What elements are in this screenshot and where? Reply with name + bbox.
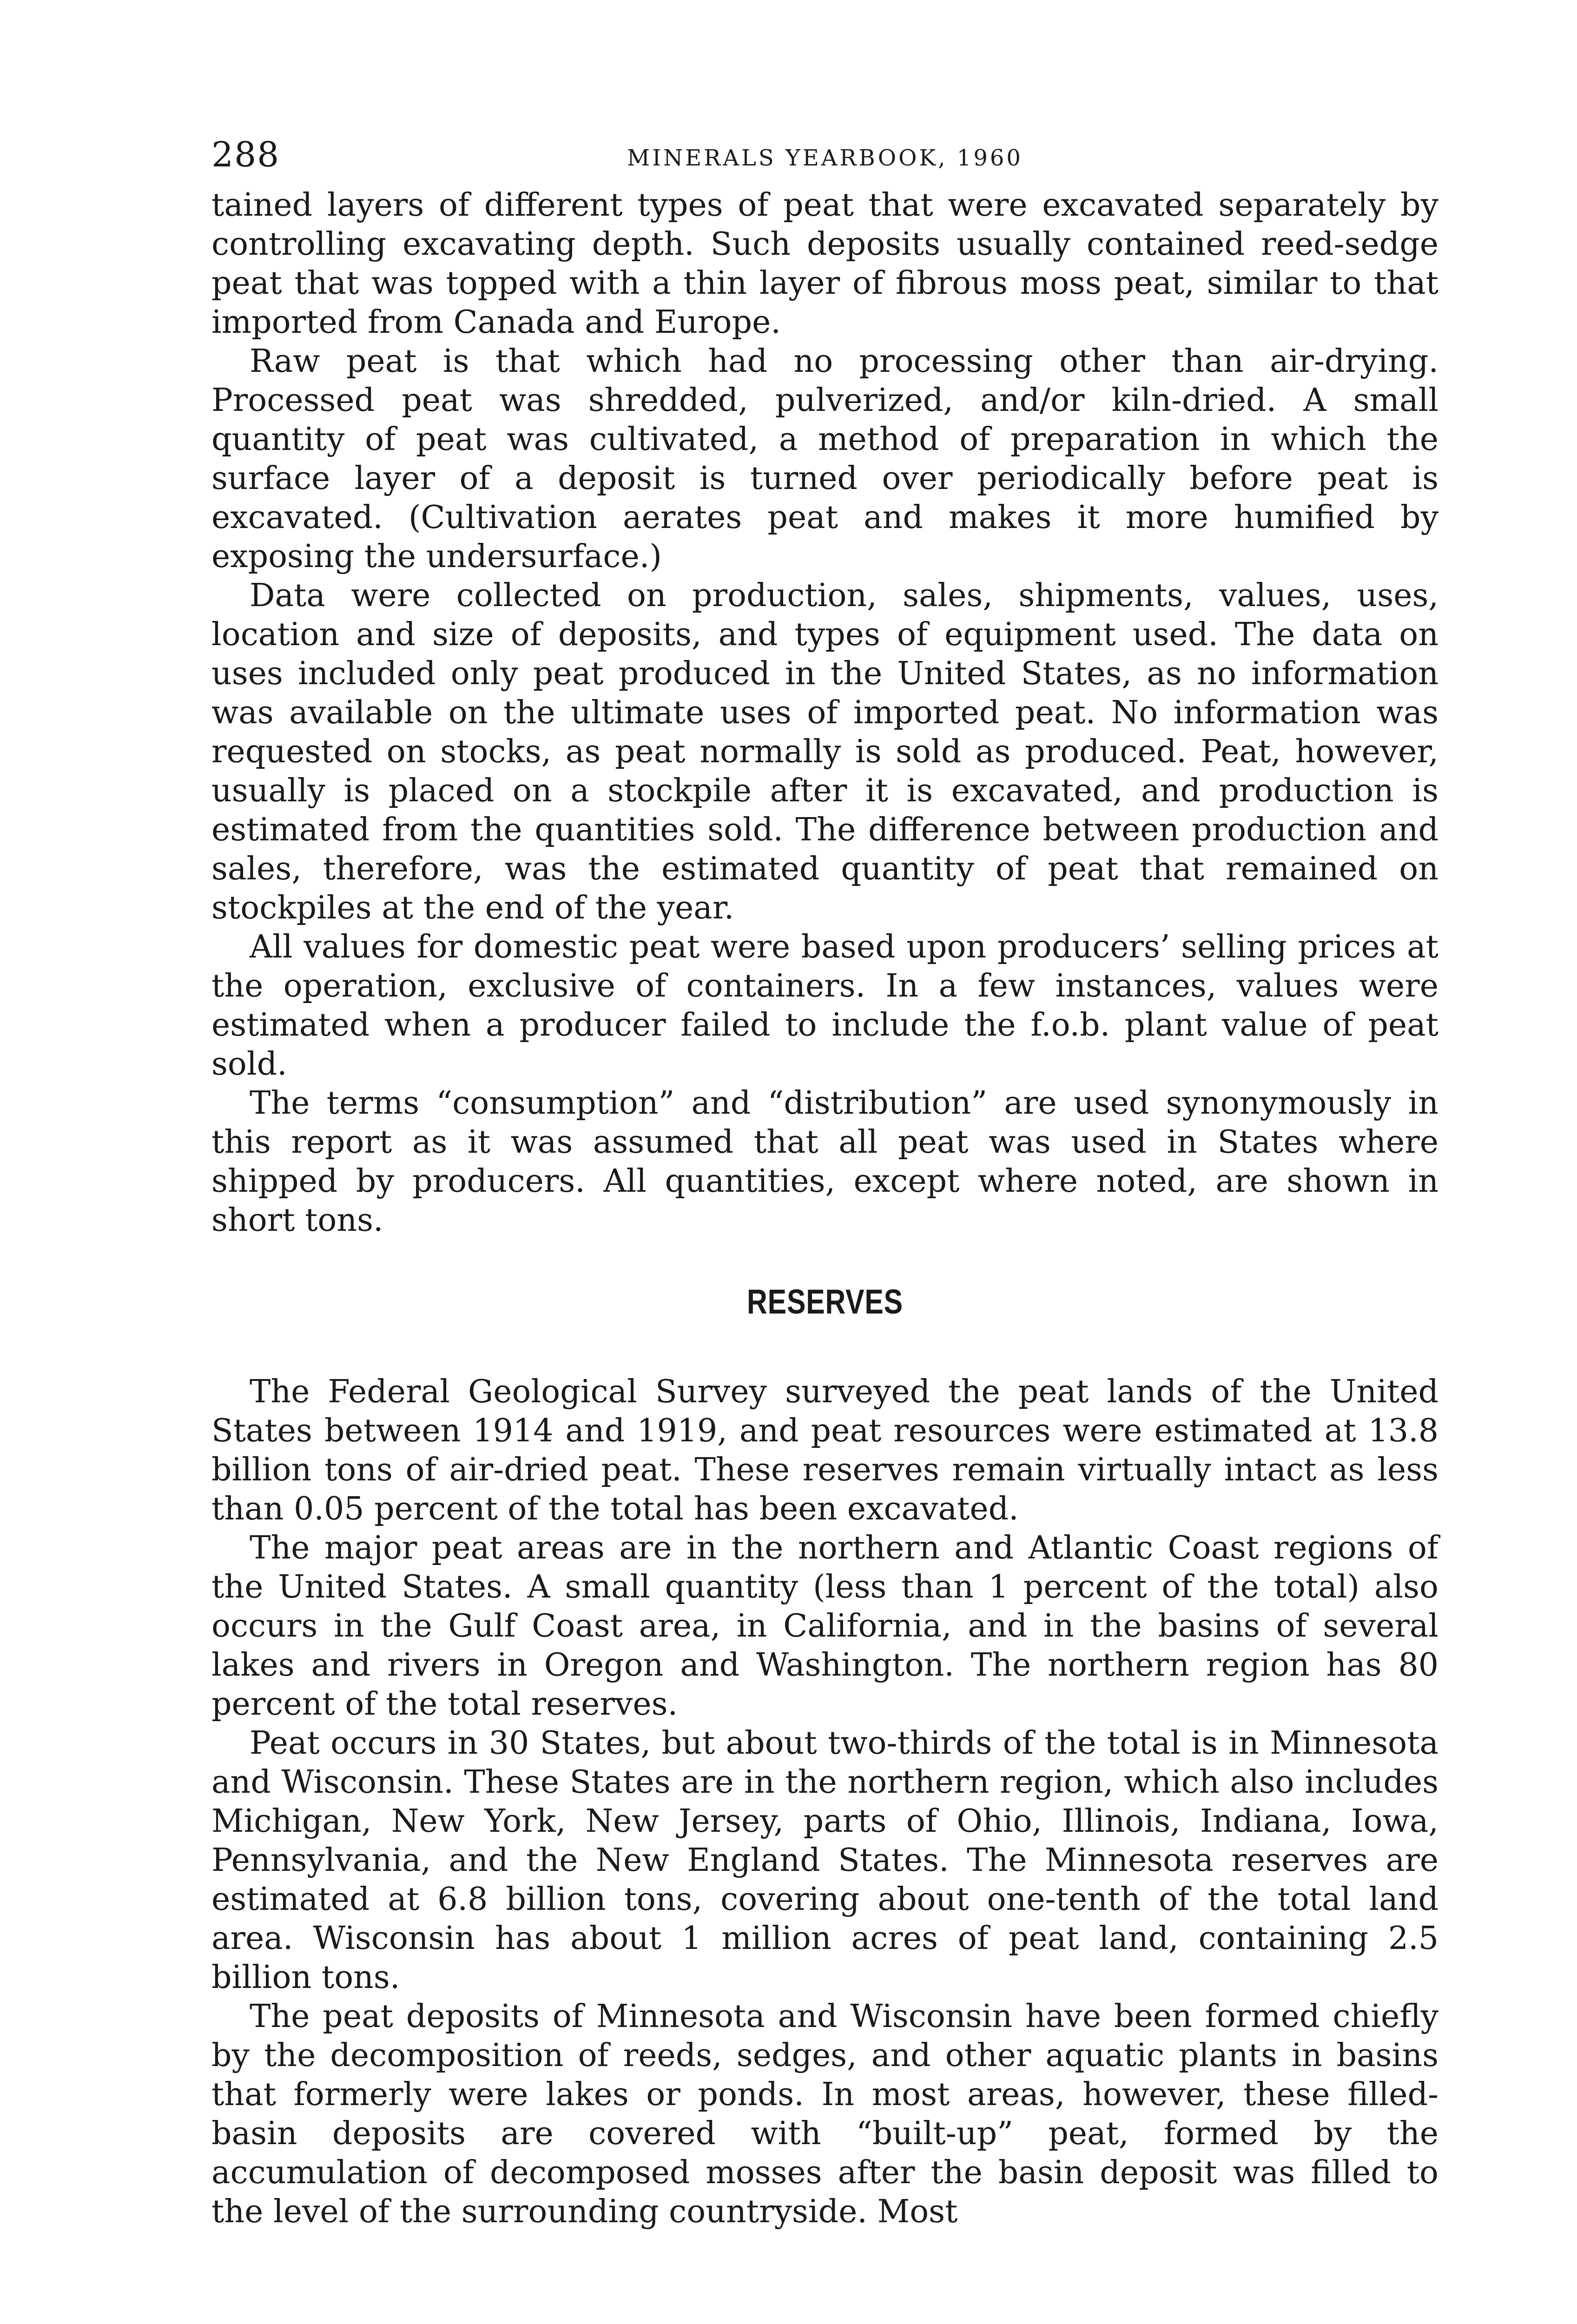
paragraph-data-collected: Data were collected on production, sales, shipments, values, uses, location and size of deposits, and types of equipment used. The data on uses included only peat produced in the United States, as no information was available on the ultimate uses of imported peat. No information was requested on stocks, as peat normally is sold as produced. Peat, however, usually is placed on a stockpile after it is excavated, and production is estimated from the quantities sold. The difference between production and sales, therefore, was the estimated quantity of peat that remained on stockpiles at the end of the year.	[211, 577, 1438, 926]
running-head	[211, 135, 1438, 186]
section-heading-reserves: RESERVES	[747, 1282, 903, 1321]
body-text-top	[211, 186, 1438, 1240]
paragraph-raw-peat: Raw peat is that which had no processing other than air-drying. Processed peat was shredded, pulverized, and/or kiln-dried. A small quantity of peat was cultivated, a method of preparation in which the surface layer of a deposit is turned over periodically before peat is excavated. (Cultivation aerates peat and makes it more humified by exposing the undersurface.)	[211, 343, 1438, 575]
paragraph-peat-states: Peat occurs in 30 States, but about two-thirds of the total is in Minnesota and Wisconsin. These States are in the northern region, which also includes Michigan, New York, New Jersey, parts of Ohio, Illinois, Indiana, Iowa, Pennsylvania, and the New England States. The Minnesota reserves are estimated at 6.8 billion tons, covering about one-tenth of the total land area. Wisconsin has about 1 million acres of peat land, containing 2.5 billion tons.	[211, 1725, 1438, 1996]
running-title: MINERALS YEARBOOK, 1960	[627, 145, 1023, 171]
page-number: 288	[211, 135, 280, 175]
paragraph-values: All values for domestic peat were based upon producers’ selling prices at the operation, exclusive of containers. In a few instances, values were estimated when a producer failed to include the f.o.b. plant value of peat sold.	[211, 929, 1438, 1083]
paragraph-federal-survey: The Federal Geological Survey surveyed the peat lands of the United States between 1914 and 1919, and peat resources were estimated at 13.8 billion tons of air-dried peat. These reserves remain virtually intact as less than 0.05 percent of the total has been excavated.	[211, 1373, 1438, 1527]
paragraph-terms: The terms “consumption” and “distribution” are used synonymously in this report as it was assumed that all peat was used in States where shipped by producers. All quantities, except where noted, are shown in short tons.	[211, 1085, 1438, 1239]
document-page	[211, 135, 1438, 2232]
paragraph-deposits-formation: The peat deposits of Minnesota and Wisconsin have been formed chiefly by the decomposition of reeds, sedges, and other aquatic plants in basins that formerly were lakes or ponds. In most areas, however, these filled-basin deposits are covered with “built-up” peat, formed by the accumulation of decomposed mosses after the basin deposit was filled to the level of the surrounding countryside. Most	[211, 1998, 1438, 2230]
body-text-reserves	[211, 1373, 1438, 2232]
paragraph-continued: tained layers of different types of peat that were excavated separately by controlling excavating depth. Such deposits usually contained reed-sedge peat that was topped with a thin layer of fibrous moss peat, similar to that imported from Canada and Europe.	[211, 187, 1438, 341]
paragraph-major-areas: The major peat areas are in the northern and Atlantic Coast regions of the United States. A small quantity (less than 1 percent of the total) also occurs in the Gulf Coast area, in California, and in the basins of several lakes and rivers in Oregon and Washington. The northern region has 80 percent of the total reserves.	[211, 1530, 1438, 1723]
